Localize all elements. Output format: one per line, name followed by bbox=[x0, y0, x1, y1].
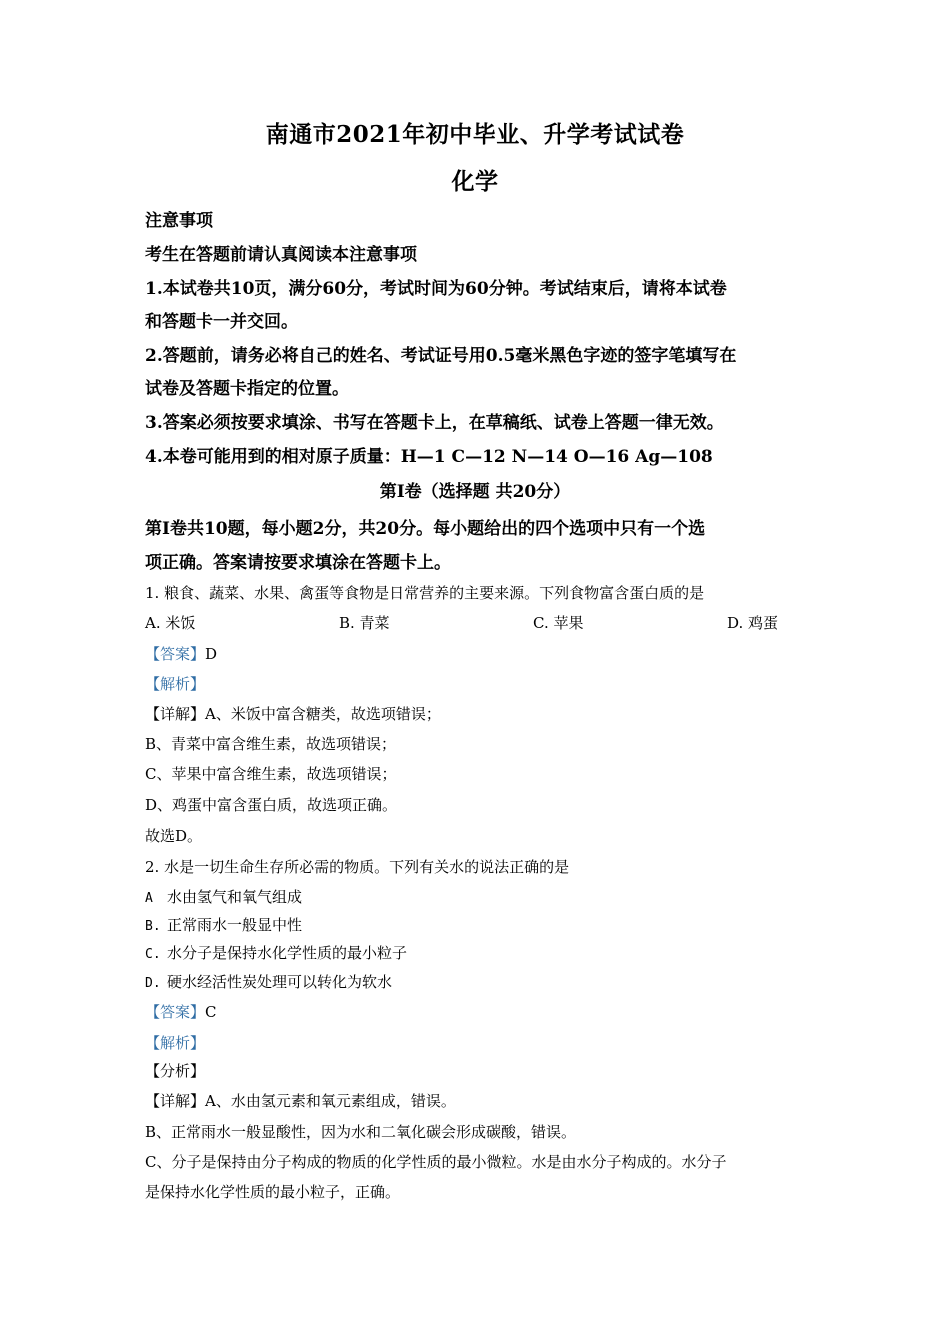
q2-option-a-letter: A bbox=[145, 891, 153, 906]
q2-option-b bbox=[145, 914, 302, 935]
notice-item-2-line-2: 试卷及答题卡指定的位置。 bbox=[145, 379, 349, 399]
q2-detail-line-3: C、分子是保持由分子构成的物质的化学性质的最小微粒。水是由水分子构成的。水分子 bbox=[145, 1153, 727, 1171]
q1-detail-line-3: C、苹果中富含维生素，故选项错误； bbox=[145, 765, 397, 783]
q2-answer-row bbox=[145, 1001, 217, 1022]
section-desc-line-1: 第Ⅰ卷共10题，每小题2分，共20分。每小题给出的四个选项中只有一个选 bbox=[145, 519, 706, 539]
section-desc-line-2: 项正确。答案请按要求填涂在答题卡上。 bbox=[145, 553, 451, 573]
q2-analysis-tag: 【解析】 bbox=[145, 1034, 206, 1052]
q2-detail-line-2: B、正常雨水一般显酸性，因为水和二氧化碳会形成碳酸，错误。 bbox=[145, 1123, 577, 1141]
q1-analysis-tag: 【解析】 bbox=[145, 675, 206, 693]
q2-option-c-text: 水分子是保持水化学性质的最小粒子 bbox=[167, 944, 408, 962]
q1-conclusion: 故选D。 bbox=[145, 827, 203, 845]
q2-option-c-letter: C. bbox=[145, 947, 161, 962]
q1-stem: 1. 粮食、蔬菜、水果、禽蛋等食物是日常营养的主要来源。下列食物富含蛋白质的是 bbox=[145, 584, 705, 602]
notice-intro: 考生在答题前请认真阅读本注意事项 bbox=[145, 245, 417, 265]
q2-detail-line-1: 【详解】A、水由氢元素和氧元素组成，错误。 bbox=[145, 1092, 456, 1110]
q1-detail-line-2: B、青菜中富含维生素，故选项错误； bbox=[145, 735, 397, 753]
q1-answer-tag: 【答案】 bbox=[145, 645, 206, 663]
q1-detail-line-1: 【详解】A、米饭中富含糖类，故选项错误； bbox=[145, 705, 441, 723]
q2-option-a bbox=[145, 886, 302, 907]
q2-option-b-letter: B. bbox=[145, 919, 161, 934]
q2-option-c bbox=[145, 942, 407, 963]
q2-option-d-text: 硬水经活性炭处理可以转化为软水 bbox=[167, 973, 393, 991]
exam-title: 南通市2021年初中毕业、升学考试试卷 bbox=[265, 121, 685, 148]
q2-option-d bbox=[145, 971, 392, 992]
q2-answer-tag: 【答案】 bbox=[145, 1003, 206, 1021]
q2-option-b-text: 正常雨水一般显中性 bbox=[167, 916, 303, 934]
notice-item-3: 3.答案必须按要求填涂、书写在答题卡上，在草稿纸、试卷上答题一律无效。 bbox=[145, 413, 724, 433]
q2-answer-value: C bbox=[205, 1003, 217, 1021]
q2-option-a-text: 水由氢气和氧气组成 bbox=[167, 888, 303, 906]
q1-option-a: A. 米饭 bbox=[145, 614, 196, 632]
q1-answer-row bbox=[145, 643, 217, 664]
q2-option-d-letter: D. bbox=[145, 976, 161, 991]
notice-item-1-line-2: 和答题卡一并交回。 bbox=[145, 312, 298, 332]
subject-title: 化学 bbox=[451, 168, 499, 195]
q2-detail-line-4: 是保持水化学性质的最小粒子，正确。 bbox=[145, 1183, 401, 1201]
q1-option-c: C. 苹果 bbox=[533, 614, 584, 632]
q1-option-b: B. 青菜 bbox=[339, 614, 390, 632]
q2-stem: 2. 水是一切生命生存所必需的物质。下列有关水的说法正确的是 bbox=[145, 858, 570, 876]
notice-item-4: 4.本卷可能用到的相对原子质量：H—1 C—12 N—14 O—16 Ag—108 bbox=[145, 447, 713, 467]
q1-detail-line-4: D、鸡蛋中富含蛋白质，故选项正确。 bbox=[145, 796, 398, 814]
notice-item-1-line-1: 1.本试卷共10页，满分60分，考试时间为60分钟。考试结束后，请将本试卷 bbox=[145, 279, 727, 299]
notice-heading: 注意事项 bbox=[145, 211, 213, 231]
q1-option-d: D. 鸡蛋 bbox=[727, 614, 779, 632]
notice-item-2-line-1: 2.答题前，请务必将自己的姓名、考试证号用0.5毫米黑色字迹的签字笔填写在 bbox=[145, 346, 737, 366]
q1-answer-value: D bbox=[205, 645, 218, 663]
q2-fenxi-tag: 【分析】 bbox=[145, 1062, 206, 1080]
section-heading: 第Ⅰ卷（选择题 共20分） bbox=[379, 482, 571, 502]
